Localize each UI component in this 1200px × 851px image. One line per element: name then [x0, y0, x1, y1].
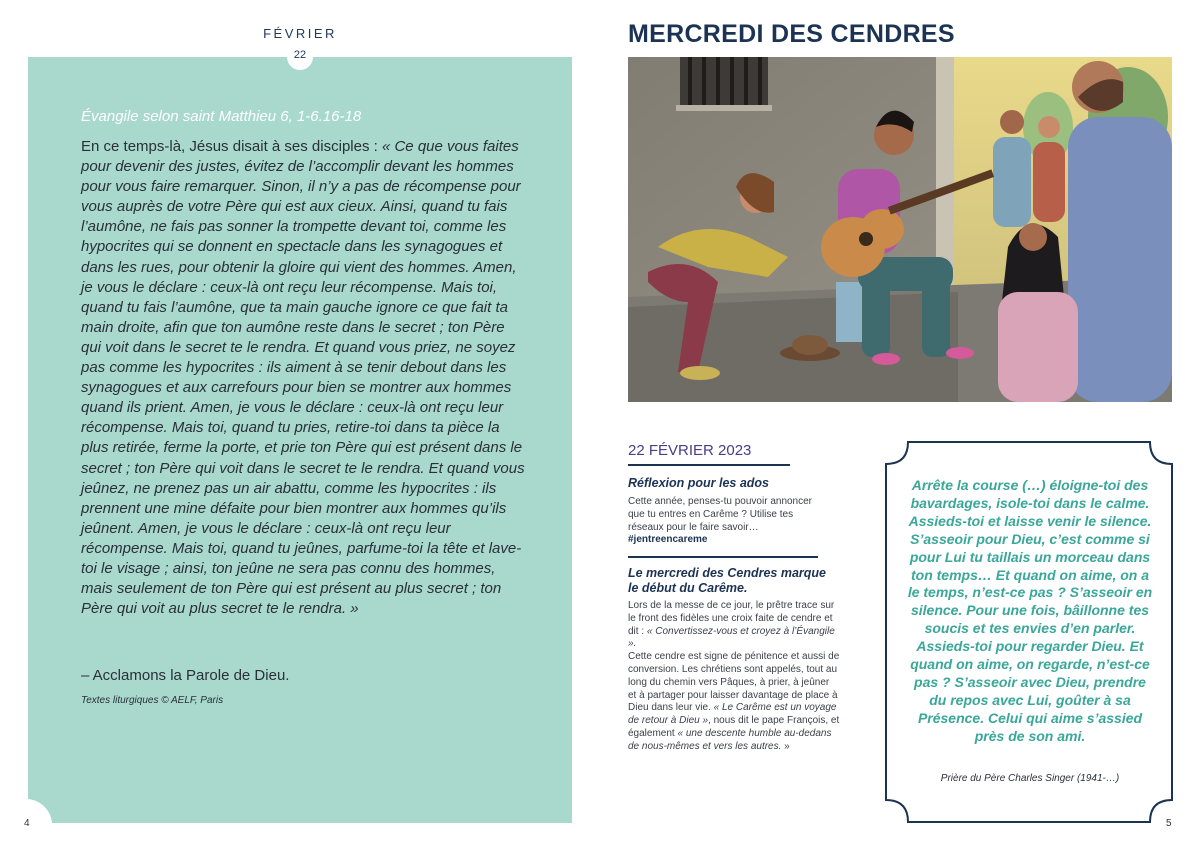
date-heading: 22 FÉVRIER 2023	[628, 442, 752, 459]
ash-p2-quote2: « une descente humble au-dedans de nous-mêmes et vers les autres.	[628, 727, 832, 752]
credits: Textes liturgiques © AELF, Paris	[81, 695, 224, 706]
ash-p2-end: »	[781, 740, 790, 752]
ash-p2-quote1: « Le Carême est un voyage de retour à Dieu »	[628, 702, 837, 727]
gospel-intro: En ce temps-là, Jésus disait à ses disciples :	[81, 138, 382, 155]
illustration-street-musician	[628, 57, 1172, 402]
hashtag: #jentreencareme	[628, 534, 708, 546]
reflection-heading: Réflexion pour les ados	[628, 476, 770, 490]
divider-2	[628, 556, 818, 558]
month-label: FÉVRIER	[263, 26, 337, 41]
gospel-text	[81, 137, 526, 619]
ash-p1-quote: « Convertissez-vous et croyez à l’Évangile ».	[628, 625, 835, 650]
page-number-left: 4	[24, 818, 30, 829]
ash-wednesday-text	[628, 600, 840, 754]
page-title: MERCREDI DES CENDRES	[628, 20, 955, 48]
prayer-text: Arrête la course (…) éloigne-toi des bavardages, isole-toi dans le calme. Assieds-toi et laisse venir le silence. S’asseoir pour Dieu, c’est comme si pour Lui tu taillais un morceau dans ton temps… Et quand on aime, on a le temps, n’est-ce pas ? S’asseoir en silence. Pour une fois, bâillonne tes soucis et tes envies d’en parler. Assieds-toi pour regarder Dieu. Et quand on aime, on regarde, n’est-ce pas ? S’asseoir avec Dieu, prendre du repos avec Lui, goûter à sa Présence. Celui qui aime s’assied près de son ami.	[907, 477, 1153, 744]
page-number-right: 5	[1166, 818, 1172, 829]
gospel-reference: Évangile selon saint Matthieu 6, 1-6.16-18	[81, 108, 362, 125]
gospel-quote: « Ce que vous faites pour devenir des justes, évitez de l’accomplir devant les hommes pour vous faire remarquer. Sinon, il n’y a pas de récompense pour vous auprès de votre Père qui est aux cieux. Ainsi, quand tu fais l’aumône, ne fais pas sonner la trompette devant toi, comme les hypocrites qui se donnent en spectacle dans les synagogues et dans les rues, pour obtenir la gloire qui vient des hommes. Amen, je vous le déclare : ceux-là ont reçu leur récompense. Mais toi, quand tu fais l’aumône, que ta main gauche ignore ce que fait ta main droite, afin que ton aumône reste dans le secret ; ton Père qui voit dans le secret te le rendra. Et quand vous priez, ne soyez pas comme les hypocrites : ils aiment à se tenir debout dans les synagogues et aux carrefours pour bien se montrer aux hommes quand ils prient. Amen, je vous le déclare : ceux-là ont reçu leur récompense. Mais toi, quand tu pries, retire-toi dans ta pièce la plus retirée, ferme la porte, et prie ton Père qui est présent dans le secret ; ton Père qui voit dans le secret te le rendra. Et quand vous jeûnez, ne prenez pas un air abattu, comme les hypocrites : ils prennent une mine défaite pour bien montrer aux hommes qu’ils jeûnent. Amen, je vous le déclare : ceux-là ont reçu leur récompense. Mais toi, quand tu jeûnes, parfume-toi la tête et lave-toi le visage ; ainsi, ton jeûne ne sera pas connu des hommes, mais seulement de ton Père qui est présent au plus secret ; ton Père qui voit au plus secret te le rendra. »	[81, 138, 525, 618]
reflection-text	[628, 496, 823, 547]
ash-wednesday-heading: Le mercredi des Cendres marque le début du Carême.	[628, 566, 826, 595]
divider-1	[628, 464, 790, 466]
ash-p2-mid: , nous dit le pape François, et également	[628, 715, 840, 739]
day-number: 22	[287, 44, 313, 70]
prayer-author: Prière du Père Charles Singer (1941-…)	[940, 773, 1120, 784]
ash-p2: Cette cendre est signe de pénitence et aussi de conversion. Les chrétiens sont appelés, tout au long du chemin vers Pâques, à prier, à jeûner et à partager pour laisser davantage de place à Dieu dans leur vie.	[628, 651, 840, 714]
illustration-svg	[628, 57, 1172, 402]
reflection-body: Cette année, penses-tu pouvoir annoncer que tu entres en Carême ? Utilise tes réseaux pour le faire savoir…	[628, 496, 813, 533]
acclamation: – Acclamons la Parole de Dieu.	[81, 667, 290, 684]
gospel-section	[81, 108, 526, 619]
ash-p1: Lors de la messe de ce jour, le prêtre trace sur le front des fidèles une croix faite de cendre et dit :	[628, 600, 835, 637]
